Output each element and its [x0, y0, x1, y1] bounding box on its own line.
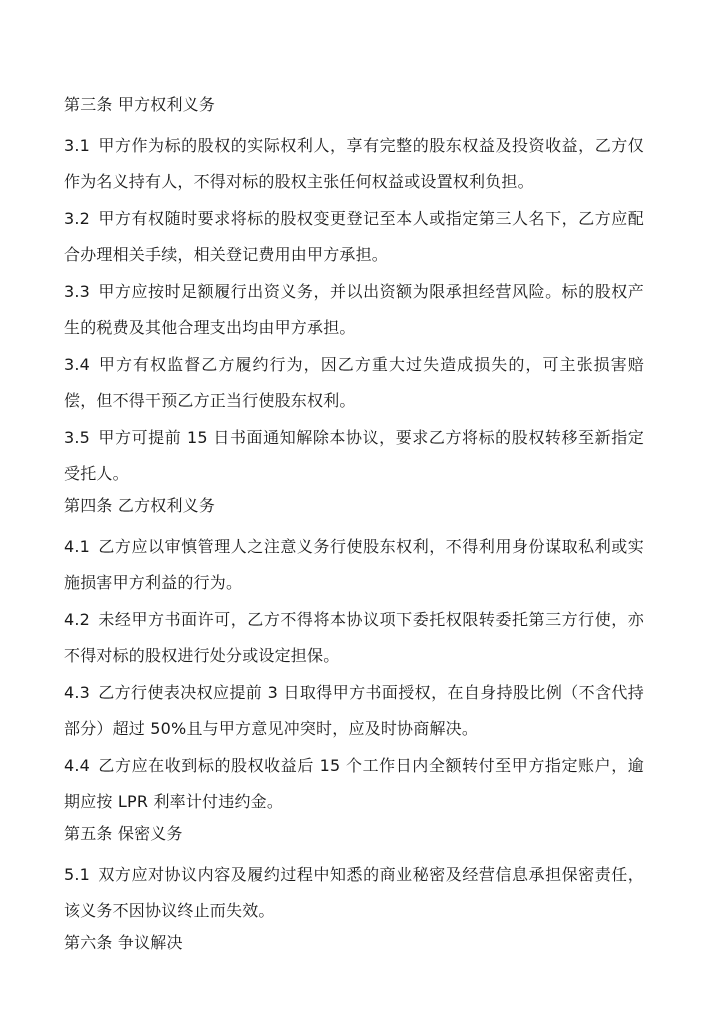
clause-4-2	[64, 602, 644, 674]
clause-number: 3.3	[64, 282, 91, 301]
section-heading: 第五条 保密义务	[64, 824, 183, 843]
section-heading: 第三条 甲方权利义务	[64, 95, 216, 114]
clause-text: 甲方有权监督乙方履约行为，因乙方重大过失造成损失的，可主张损害赔偿，但不得干预乙方正当行使股东权利。	[64, 355, 644, 410]
clause-5-1	[64, 857, 644, 929]
section-3	[64, 92, 644, 492]
clause-3-5	[64, 420, 644, 492]
clause-text: 乙方应在收到标的股权收益后 15 个工作日内全额转付至甲方指定账户，逾期应按 LPR 利率计付违约金。	[64, 756, 644, 811]
clause-text: 甲方有权随时要求将标的股权变更登记至本人或指定第三人名下，乙方应配合办理相关手续，相关登记费用由甲方承担。	[64, 209, 644, 264]
section-heading: 第六条 争议解决	[64, 933, 183, 952]
clause-text: 甲方应按时足额履行出资义务，并以出资额为限承担经营风险。标的股权产生的税费及其他合理支出均由甲方承担。	[64, 282, 644, 337]
clause-3-3	[64, 274, 644, 346]
clause-text: 未经甲方书面许可，乙方不得将本协议项下委托权限转委托第三方行使，亦不得对标的股权进行处分或设定担保。	[64, 610, 644, 665]
clause-number: 5.1	[64, 865, 91, 884]
section-5	[64, 821, 644, 929]
clause-3-4	[64, 347, 644, 419]
clause-number: 4.2	[64, 610, 91, 629]
clause-4-1	[64, 529, 644, 601]
section-heading: 第四条 乙方权利义务	[64, 496, 216, 515]
clause-number: 3.5	[64, 428, 91, 447]
section-4	[64, 493, 644, 820]
clause-3-1	[64, 128, 644, 200]
clause-number: 3.2	[64, 209, 91, 228]
clause-number: 3.1	[64, 136, 91, 155]
clause-text: 乙方应以审慎管理人之注意义务行使股东权利，不得利用身份谋取私利或实施损害甲方利益的行为。	[64, 537, 644, 592]
clause-4-4	[64, 748, 644, 820]
clause-number: 3.4	[64, 355, 91, 374]
clause-number: 4.3	[64, 683, 91, 702]
clause-text: 甲方可提前 15 日书面通知解除本协议，要求乙方将标的股权转移至新指定受托人。	[64, 428, 644, 483]
clause-number: 4.1	[64, 537, 91, 556]
section-6	[64, 930, 644, 956]
clause-number: 4.4	[64, 756, 91, 775]
clause-3-2	[64, 201, 644, 273]
clause-text: 乙方行使表决权应提前 3 日取得甲方书面授权，在自身持股比例（不含代持部分）超过 50%且与甲方意见冲突时，应及时协商解决。	[64, 683, 644, 738]
clause-text: 甲方作为标的股权的实际权利人，享有完整的股东权益及投资收益，乙方仅作为名义持有人，不得对标的股权主张任何权益或设置权利负担。	[64, 136, 644, 191]
clause-text: 双方应对协议内容及履约过程中知悉的商业秘密及经营信息承担保密责任，该义务不因协议终止而失效。	[64, 865, 644, 920]
document-page	[64, 92, 644, 966]
clause-4-3	[64, 675, 644, 747]
